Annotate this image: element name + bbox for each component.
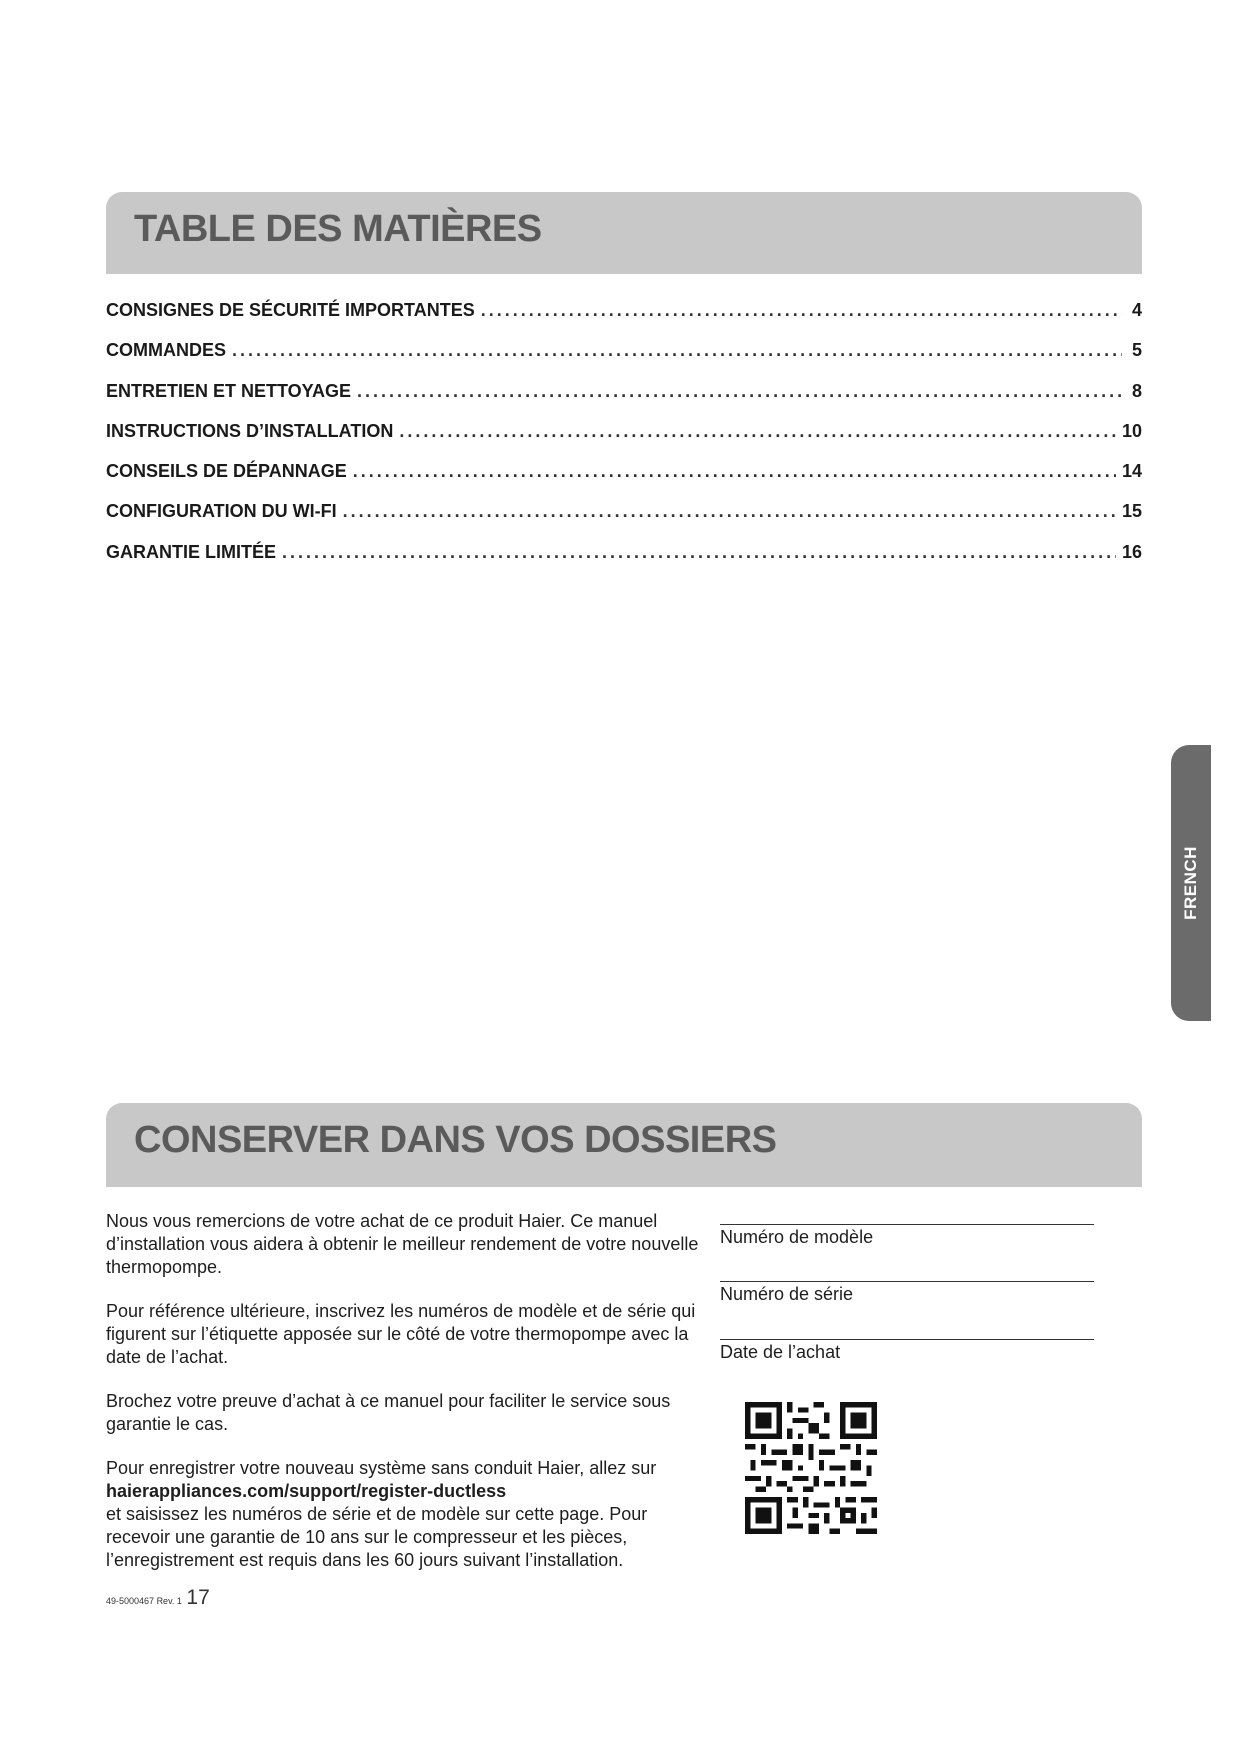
qr-code-icon[interactable] <box>745 1402 877 1534</box>
toc-leader <box>343 501 1116 522</box>
reference-paragraph: Pour référence ultérieure, inscrivez les numéros de modèle et de série qui figurent sur l’étiquette apposée sur le côté de votre thermopompe avec la date de l’achat. <box>106 1301 696 1367</box>
registration-url[interactable]: haierappliances.com/support/register-ductless <box>106 1481 507 1501</box>
toc-leader <box>481 300 1122 321</box>
toc-entry-title: ENTRETIEN ET NETTOYAGE <box>106 380 352 401</box>
revision: Rev. 1 <box>156 1596 182 1606</box>
model-number-field[interactable] <box>720 1224 1094 1248</box>
toc-entry-title: CONFIGURATION DU WI-FI <box>106 501 337 522</box>
toc-leader <box>282 542 1116 563</box>
toc-leader <box>232 340 1122 361</box>
toc-entry-title: CONSIGNES DE SÉCURITÉ IMPORTANTES <box>106 300 475 320</box>
purchase-date-field[interactable] <box>720 1339 1094 1363</box>
toc-entry[interactable] <box>106 300 1142 340</box>
records-body <box>106 1210 706 1593</box>
toc-leader <box>357 381 1122 402</box>
records-title: CONSERVER DANS VOS DOSSIERS <box>134 1119 777 1161</box>
toc-entry-page: 8 <box>1131 380 1142 401</box>
registration-paragraph <box>106 1457 706 1572</box>
toc-header <box>106 192 1142 274</box>
registration-intro: Pour enregistrer votre nouveau système sans conduit Haier, allez sur <box>106 1458 657 1478</box>
toc-leader <box>353 461 1116 482</box>
serial-number-label: Numéro de série <box>720 1284 854 1304</box>
page-number: 17 <box>186 1586 210 1609</box>
toc-entry-title: GARANTIE LIMITÉE <box>106 541 276 562</box>
toc-entry[interactable] <box>106 340 1142 380</box>
toc-entry-title: CONSEILS DE DÉPANNAGE <box>106 461 347 482</box>
registration-details: et saisissez les numéros de série et de modèle sur cette page. Pour recevoir une garantie de 10 ans sur le compresseur et les pièces, l’enregistrement est requis dans les 60 jours suivant l’installation. <box>106 1504 648 1570</box>
toc-entry[interactable] <box>106 501 1142 541</box>
toc-entry-title: COMMANDES <box>106 340 226 361</box>
table-of-contents <box>106 300 1142 582</box>
language-tab[interactable] <box>1171 745 1211 1021</box>
model-number-label: Numéro de modèle <box>720 1227 874 1247</box>
toc-entry-page: 4 <box>1131 300 1142 320</box>
toc-entry-title: INSTRUCTIONS D’INSTALLATION <box>106 420 394 441</box>
toc-entry[interactable] <box>106 542 1142 582</box>
language-tab-label: FRENCH <box>1181 846 1200 920</box>
page-footer <box>106 1586 210 1610</box>
toc-title: TABLE DES MATIÈRES <box>134 208 542 250</box>
toc-entry-page: 15 <box>1121 501 1142 522</box>
toc-entry[interactable] <box>106 461 1142 501</box>
toc-entry-page: 10 <box>1121 420 1142 441</box>
toc-entry-page: 16 <box>1121 541 1142 562</box>
records-header <box>106 1103 1142 1187</box>
toc-entry-page: 14 <box>1121 461 1142 482</box>
purchase-date-label: Date de l’achat <box>720 1342 841 1362</box>
serial-number-field[interactable] <box>720 1281 1094 1305</box>
toc-leader <box>399 421 1116 442</box>
toc-entry[interactable] <box>106 381 1142 421</box>
proof-of-purchase-paragraph: Brochez votre preuve d’achat à ce manuel pour faciliter le service sous garantie le cas. <box>106 1391 671 1434</box>
thank-you-paragraph: Nous vous remercions de votre achat de ce produit Haier. Ce manuel d’installation vous aidera à obtenir le meilleur rendement de votre nouvelle thermopompe. <box>106 1211 699 1277</box>
toc-entry-page: 5 <box>1131 340 1142 361</box>
toc-entry[interactable] <box>106 421 1142 461</box>
doc-number: 49-5000467 <box>106 1596 155 1606</box>
